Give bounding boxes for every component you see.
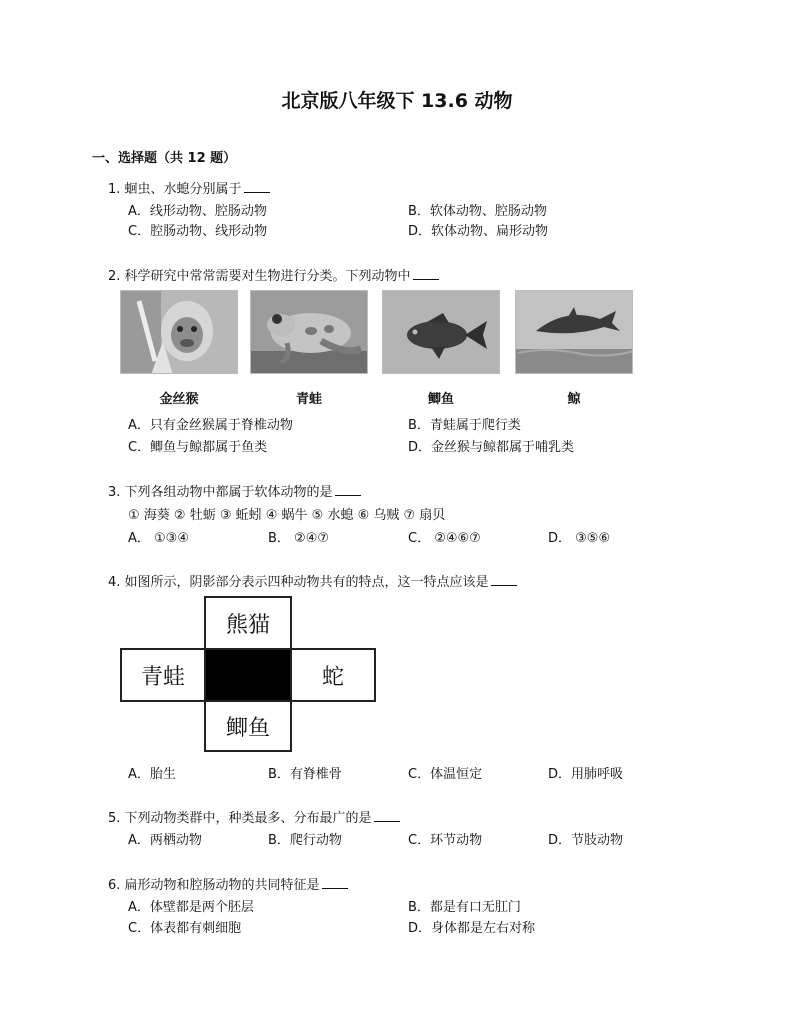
whale-photo — [515, 290, 633, 374]
image-caption: 鲸 — [567, 392, 581, 407]
answer-blank — [413, 267, 439, 280]
q4-option-d: D．用肺呼吸 — [548, 767, 624, 782]
q5-option-d: D．节肢动物 — [548, 833, 624, 848]
answer-blank — [322, 876, 348, 889]
question-6-stem: 6. 扁形动物和腔肠动物的共同特征是 — [108, 874, 348, 893]
q4-option-b: B．有脊椎骨 — [268, 767, 342, 782]
diagram-cell-bottom: 鲫鱼 — [204, 700, 292, 752]
answer-blank — [374, 809, 400, 822]
section-heading: 一、选择题（共 12 题） — [92, 151, 237, 166]
q5-option-b: B．爬行动物 — [268, 833, 342, 848]
q2-option-b: B．青蛙属于爬行类 — [408, 418, 521, 433]
q1-option-d: D．软体动物、扁形动物 — [408, 224, 549, 239]
answer-blank — [335, 483, 361, 496]
answer-blank — [244, 180, 270, 193]
q2-option-a: A．只有金丝猴属于脊椎动物 — [128, 418, 293, 433]
question-1-stem: 1. 蛔虫、水螅分别属于 — [108, 178, 270, 197]
diagram-shaded-center — [204, 648, 292, 702]
q4-option-c: C．体温恒定 — [408, 767, 483, 782]
q3-option-c: C． ②④⑥⑦ — [408, 531, 481, 546]
image-caption: 鲫鱼 — [427, 392, 454, 407]
q6-option-d: D．身体都是左右对称 — [408, 921, 536, 936]
frog-photo — [250, 290, 368, 374]
q5-option-c: C．环节动物 — [408, 833, 483, 848]
diagram-cell-left: 青蛙 — [120, 648, 206, 702]
q3-option-b: B． ②④⑦ — [268, 531, 330, 546]
question-3-stem: 3. 下列各组动物中都属于软体动物的是 — [108, 481, 361, 500]
q3-option-a: A． ①③④ — [128, 531, 189, 546]
q6-option-b: B．都是有口无肛门 — [408, 900, 521, 915]
question-4-stem: 4. 如图所示，阴影部分表示四种动物共有的特点，这一特点应该是 — [108, 571, 517, 590]
q1-option-c: C．腔肠动物、线形动物 — [128, 224, 268, 239]
cross-diagram — [120, 596, 376, 752]
q3-item-list: ① 海葵 ② 牡蛎 ③ 蚯蚓 ④ 蜗牛 ⑤ 水螅 ⑥ 乌贼 ⑦ 扇贝 — [128, 508, 446, 523]
crucian-carp-photo — [382, 290, 500, 374]
golden-monkey-photo — [120, 290, 238, 374]
q6-option-a: A．体壁都是两个胚层 — [128, 900, 254, 915]
q1-option-a: A．线形动物、腔肠动物 — [128, 204, 267, 219]
image-caption: 青蛙 — [295, 392, 322, 407]
q6-option-c: C．体表都有刺细胞 — [128, 921, 242, 936]
q4-option-a: A．胎生 — [128, 767, 176, 782]
q1-option-b: B．软体动物、腔肠动物 — [408, 204, 547, 219]
q3-option-d: D． ③⑤⑥ — [548, 531, 611, 546]
image-caption: 金丝猴 — [159, 392, 199, 407]
answer-blank — [491, 573, 517, 586]
page-title: 北京版八年级下 13.6 动物 — [281, 90, 513, 112]
q2-option-c: C．鲫鱼与鲸都属于鱼类 — [128, 440, 268, 455]
q5-option-a: A．两栖动物 — [128, 833, 202, 848]
diagram-cell-right: 蛇 — [290, 648, 376, 702]
q2-option-d: D．金丝猴与鲸都属于哺乳类 — [408, 440, 575, 455]
diagram-cell-top: 熊猫 — [204, 596, 292, 650]
question-2-stem: 2. 科学研究中常常需要对生物进行分类。下列动物中 — [108, 265, 439, 284]
question-5-stem: 5. 下列动物类群中，种类最多、分布最广的是 — [108, 807, 400, 826]
